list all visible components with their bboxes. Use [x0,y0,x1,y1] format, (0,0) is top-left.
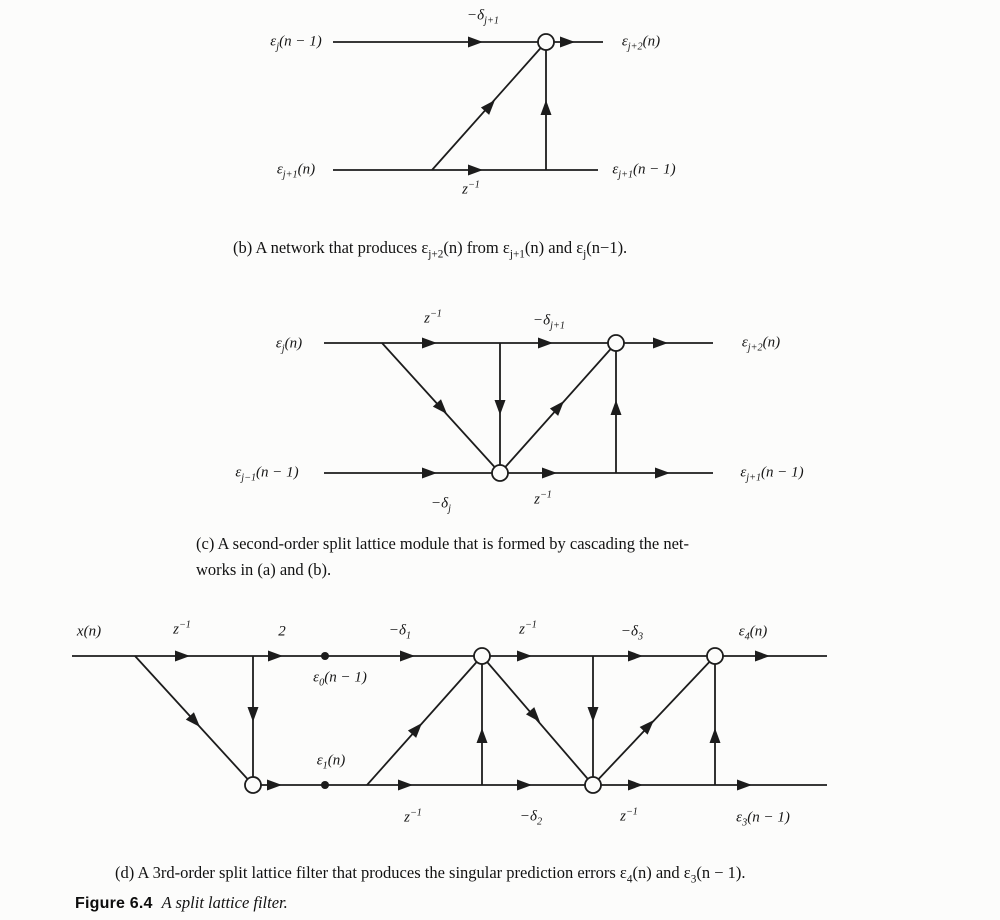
d-diagonal-4 [593,656,715,785]
arrowhead [588,707,599,722]
arrowhead [398,780,413,791]
d-gain2-label: 2 [278,623,286,640]
arrowhead [710,728,721,743]
d-output-bottom-label: $\varepsilon_3(n - 1)$ [736,809,790,829]
d-sum-node-b2 [585,777,601,793]
d-gain-delta1-label: $-\delta_1$ [388,622,412,642]
figure-caption [75,893,288,913]
arrowhead [477,728,488,743]
d-diagonal-2 [367,656,482,785]
arrowhead [517,780,532,791]
d-delay3-label: $z^{-1}$ [404,807,422,826]
arrowhead [468,165,483,176]
caption-d: (d) A 3rd-order split lattice filter that produces the singular prediction errors $\varepsilon_4(n)$ and $\varepsilon_3(n - 1)$. [115,863,746,886]
c-input-bottom-label: $\varepsilon_{j-1}(n - 1)$ [235,464,299,484]
b-delay-label: $z^{-1}$ [462,179,480,198]
arrowhead [268,651,283,662]
arrowhead [542,468,557,479]
arrowhead [653,338,668,349]
arrowhead [755,651,770,662]
d-delay1-label: $z^{-1}$ [173,619,191,638]
d-gain-delta2-label: $-\delta_2$ [519,808,543,828]
b-sum-node [538,34,554,50]
d-e1-label: $\varepsilon_1(n)$ [316,752,346,772]
network-b [333,34,603,176]
d-delay2-label: $z^{-1}$ [519,619,537,638]
b-input-top-label: $\varepsilon_j(n - 1)$ [270,33,322,53]
d-sum-node-t2 [707,648,723,664]
c-gain-top-label: $-\delta_{j+1}$ [533,312,565,332]
arrowhead [422,468,437,479]
arrowhead [495,400,506,415]
c-delay-bottom-label: $z^{-1}$ [534,489,552,508]
arrowhead [655,468,670,479]
c-output-bottom-label: $\varepsilon_{j+1}(n - 1)$ [740,464,804,484]
d-sum-node-b1 [245,777,261,793]
arrowhead [628,780,643,791]
filter-d [72,648,827,793]
d-gain-delta3-label: $-\delta_3$ [620,623,644,643]
arrowhead [468,37,483,48]
caption-c [196,531,689,583]
arrowhead [248,707,259,722]
caption-c-line2: works in (a) and (b). [196,560,332,579]
d-tap-node-bottom [321,781,329,789]
c-sum-node-top [608,335,624,351]
b-output-top-label: $\varepsilon_{j+2}(n)$ [621,33,661,53]
c-delay-top-label: $z^{-1}$ [424,308,442,327]
d-input-label: x(n) [76,623,102,640]
b-gain-label: $-\delta_{j+1}$ [467,7,499,27]
d-e0-label: $\varepsilon_0(n - 1)$ [313,669,367,689]
arrowhead [267,780,282,791]
arrowhead [541,100,552,115]
c-sum-node-bottom [492,465,508,481]
d-output-top-label: $\varepsilon_4(n)$ [738,623,768,643]
d-delay4-label: $z^{-1}$ [620,806,638,825]
arrowhead [538,338,553,349]
module-c [324,335,713,481]
arrowhead [400,651,415,662]
figure-number: Figure 6.4 [75,895,153,912]
d-sum-node-t1 [474,648,490,664]
c-gain-bottom-label: $-\delta_j$ [431,495,451,515]
arrowhead [422,338,437,349]
c-output-top-label: $\varepsilon_{j+2}(n)$ [741,334,781,354]
arrowhead [517,651,532,662]
arrowhead [737,780,752,791]
arrowhead [611,400,622,415]
caption-b: (b) A network that produces $\varepsilon_{j+2}(n)$ from $\varepsilon_{j+1}(n)$ and $\varepsilon_j(n-1)$. [233,238,628,261]
arrowhead [628,651,643,662]
arrowhead [175,651,190,662]
figure-title: A split lattice filter. [161,893,288,912]
b-input-bottom-label: $\varepsilon_{j+1}(n)$ [276,161,316,181]
caption-c-line1: (c) A second-order split lattice module that is formed by cascading the net- [196,534,690,553]
d-tap-node-top [321,652,329,660]
arrowhead [560,37,575,48]
c-input-top-label: $\varepsilon_j(n)$ [275,335,303,355]
b-output-bottom-label: $\varepsilon_{j+1}(n - 1)$ [612,161,676,181]
